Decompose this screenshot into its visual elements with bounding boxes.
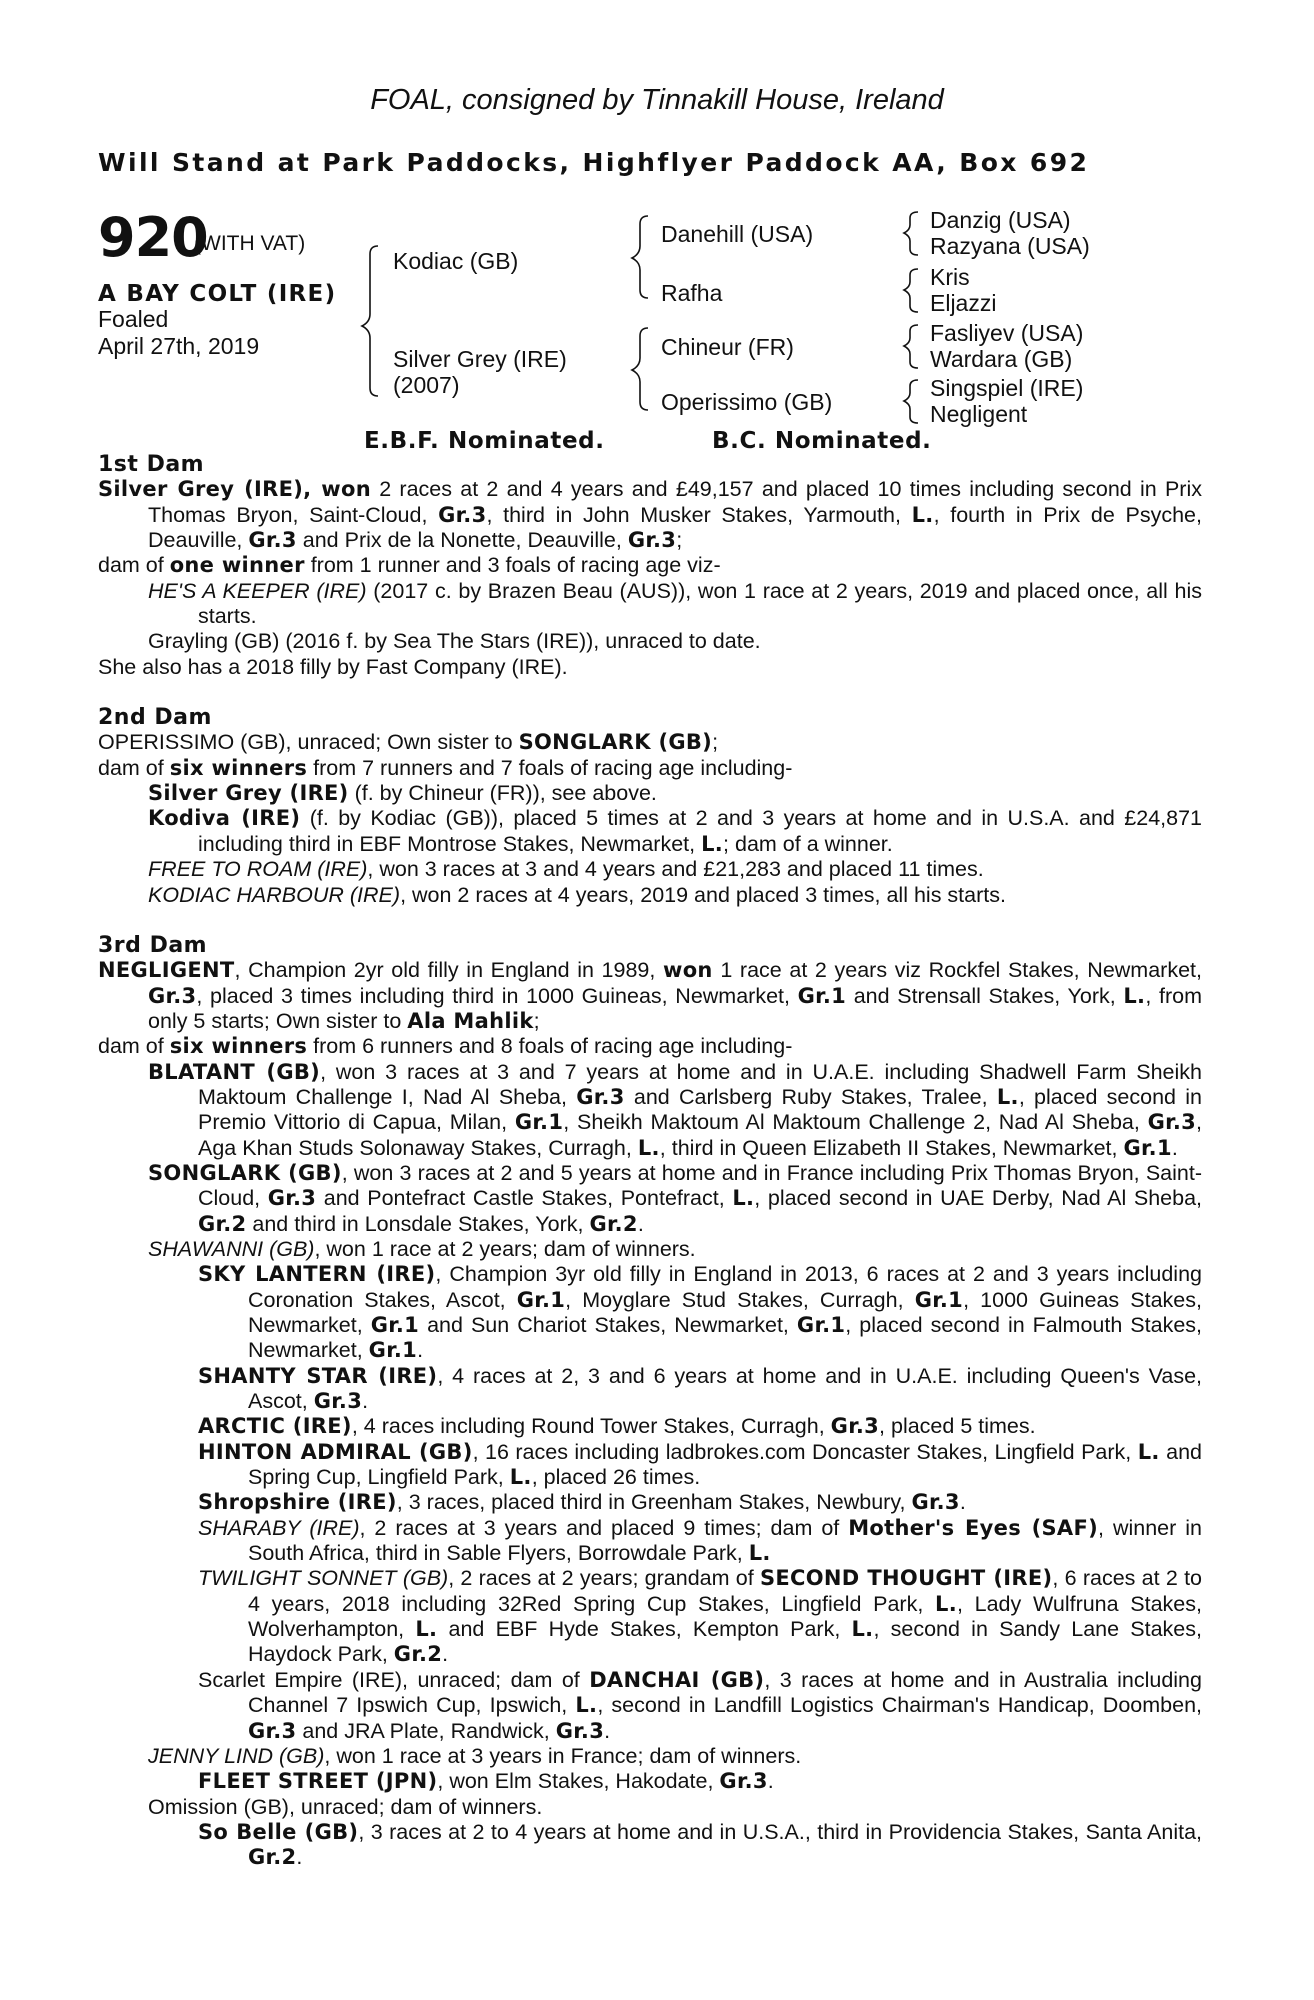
third-dam-record: NEGLIGENT, Champion 2yr old filly in England in 1989, won 1 race at 2 years viz Rockfel Stakes, Newmarket, Gr.3, placed 3 times including third in 1000 Guineas, Newmarket, Gr.1 and Strensall Stakes, York, L., from only 5 starts; Own sister to Ala Mahlik; xyxy=(98,958,1202,1033)
grandproduce-entry: So Belle (GB), 3 races at 2 to 4 years at home and in U.S.A., third in Providencia Stakes, Santa Anita, Gr.2. xyxy=(198,1819,1202,1870)
produce-entry: BLATANT (GB), won 3 races at 3 and 7 years at home and in U.A.E. including Shadwell Farm Sheikh Maktoum Challenge I, Nad Al Sheba, Gr.3 and Carlsberg Ruby Stakes, Tralee, L., placed second in Premio Vittorio di Capua, Milan, Gr.1, Sheikh Maktoum Al Maktoum Challenge 2, Nad Al Sheba, Gr.3, Aga Khan Studs Solonaway Stakes, Curragh, L., third in Queen Elizabeth II Stakes, Newmarket, Gr.1. xyxy=(148,1059,1202,1160)
third-dam-produce-summary: dam of six winners from 6 runners and 8 foals of racing age including- xyxy=(98,1034,793,1059)
produce-entry: Omission (GB), unraced; dam of winners. xyxy=(148,1794,543,1819)
dam-race-record: Silver Grey (IRE), won 2 races at 2 and 4 years and £49,157 and placed 10 times including second in Prix Thomas Bryon, Saint-Cloud, Gr.3, third in John Musker Stakes, Yarmouth, L., fourth in Prix de Psyche, Deauville, Gr.3 and Prix de la Nonette, Deauville, Gr.3; xyxy=(98,477,1202,553)
bracket-dam-dam xyxy=(904,380,918,423)
grandproduce-entry: TWILIGHT SONNET (GB), 2 races at 2 years; grandam of SECOND THOUGHT (IRE), 6 races at 2 to 4 years, 2018 including 32Red Spring Cup Stakes, Lingfield Park, L., Lady Wulfruna Stakes, Wolverhampton, L. and EBF Hyde Stakes, Kempton Park, L., second in Sandy Lane Stakes, Haydock Park, Gr.2. xyxy=(198,1566,1202,1667)
second-dam-record: OPERISSIMO (GB), unraced; Own sister to SONGLARK (GB); xyxy=(98,730,719,755)
second-dam-produce-summary: dam of six winners from 7 runners and 7 foals of racing age including- xyxy=(98,755,793,780)
dam-dam-sire: Singspiel (IRE) xyxy=(930,375,1084,401)
section-heading-3rd-dam: 3rd Dam xyxy=(98,932,208,958)
pedigree-brackets xyxy=(0,0,1314,460)
produce-entry: Silver Grey (IRE) (f. by Chineur (FR)), see above. xyxy=(148,781,657,806)
grandproduce-entry: FLEET STREET (JPN), won Elm Stakes, Hakodate, Gr.3. xyxy=(198,1769,774,1794)
consignment-line: FOAL, consigned by Tinnakill House, Ireland xyxy=(370,84,944,116)
dam-dam: Operissimo (GB) xyxy=(661,389,833,415)
ebf-nomination: E.B.F. Nominated. xyxy=(364,428,605,454)
produce-entry: Kodiva (IRE) (f. by Kodiac (GB)), placed 5 times at 2 and 3 years at home and in U.S.A. and £24,871 including third in EBF Montrose Stakes, Newmarket, L.; dam of a winner. xyxy=(148,806,1202,856)
sire-sire-sire: Danzig (USA) xyxy=(930,207,1071,233)
lot-number: 920 xyxy=(98,206,208,269)
vat-note: (WITH VAT) xyxy=(194,232,306,255)
stand-location: Will Stand at Park Paddocks, Highflyer Paddock AA, Box 692 xyxy=(98,148,1090,177)
sire: Kodiac (GB) xyxy=(393,248,519,274)
dam-sire-dam: Wardara (GB) xyxy=(930,346,1073,372)
bracket-sire-sire xyxy=(904,212,918,255)
grandproduce-entry: Scarlet Empire (IRE), unraced; dam of DANCHAI (GB), 3 races at home and in Australia including Channel 7 Ipswich Cup, Ipswich, L., second in Landfill Logistics Chairman's Handicap, Doomben, Gr.3 and JRA Plate, Randwick, Gr.3. xyxy=(198,1667,1202,1743)
produce-entry: Grayling (GB) (2016 f. by Sea The Stars (IRE)), unraced to date. xyxy=(148,629,761,654)
dam: Silver Grey (IRE) xyxy=(393,346,567,372)
section-heading-2nd-dam: 2nd Dam xyxy=(98,705,212,731)
dam-sire-sire: Fasliyev (USA) xyxy=(930,320,1084,346)
grandproduce-entry: SHANTY STAR (IRE), 4 races at 2, 3 and 6 years at home and in U.A.E. including Queen's Vase, Ascot, Gr.3. xyxy=(198,1363,1203,1414)
foaled-date: April 27th, 2019 xyxy=(98,333,260,359)
produce-record xyxy=(98,452,1202,1871)
produce-entry: HE'S A KEEPER (IRE) (2017 c. by Brazen Beau (AUS)), won 1 race at 2 years, 2019 and placed once, all his starts. xyxy=(148,578,1202,629)
dam-produce-summary: dam of one winner from 1 runner and 3 foals of racing age viz- xyxy=(98,553,721,578)
dam-sire: Chineur (FR) xyxy=(661,334,794,360)
grandproduce-entry: SKY LANTERN (IRE), Champion 3yr old filly in England in 2013, 6 races at 2 and 3 years including Coronation Stakes, Ascot, Gr.1, Moyglare Stud Stakes, Curragh, Gr.1, 1000 Guineas Stakes, Newmarket, Gr.1 and Sun Chariot Stakes, Newmarket, Gr.1, placed second in Falmouth Stakes, Newmarket, Gr.1. xyxy=(198,1262,1202,1363)
sire-sire: Danehill (USA) xyxy=(661,221,814,247)
section-heading-1st-dam: 1st Dam xyxy=(98,452,205,477)
grandproduce-entry: Shropshire (IRE), 3 races, placed third in Greenham Stakes, Newbury, Gr.3. xyxy=(198,1490,966,1515)
sire-dam-dam: Eljazzi xyxy=(930,290,997,316)
bracket-sire xyxy=(632,216,648,298)
lot-title: A BAY COLT (IRE) xyxy=(98,281,337,307)
produce-note: She also has a 2018 filly by Fast Company (IRE). xyxy=(98,654,568,679)
grandproduce-entry: SHARABY (IRE), 2 races at 3 years and placed 9 times; dam of Mother's Eyes (SAF), winner in South Africa, third in Sable Flyers, Borrowdale Park, L. xyxy=(198,1515,1202,1566)
produce-entry: SHAWANNI (GB), won 1 race at 2 years; dam of winners. xyxy=(148,1236,696,1261)
bracket-sire-dam xyxy=(904,269,918,312)
bracket-first-gen xyxy=(362,246,378,396)
dam-foaling-year: (2007) xyxy=(393,372,460,398)
produce-entry: SONGLARK (GB), won 3 races at 2 and 5 years at home and in France including Prix Thomas Bryon, Saint-Cloud, Gr.3 and Pontefract Castle Stakes, Pontefract, L., placed second in UAE Derby, Nad Al Sheba, Gr.2 and third in Lonsdale Stakes, York, Gr.2. xyxy=(148,1160,1203,1236)
produce-entry: JENNY LIND (GB), won 1 race at 3 years in France; dam of winners. xyxy=(148,1743,802,1768)
produce-entry: FREE TO ROAM (IRE), won 3 races at 3 and 4 years and £21,283 and placed 11 times. xyxy=(148,857,984,882)
foaled-label: Foaled xyxy=(98,306,169,332)
bracket-dam xyxy=(632,328,648,410)
sire-dam-sire: Kris xyxy=(930,264,970,290)
produce-entry: KODIAC HARBOUR (IRE), won 2 races at 4 years, 2019 and placed 3 times, all his starts. xyxy=(148,882,1006,907)
dam-dam-dam: Negligent xyxy=(930,401,1028,427)
bracket-dam-sire xyxy=(904,325,918,368)
grandproduce-entry: HINTON ADMIRAL (GB), 16 races including ladbrokes.com Doncaster Stakes, Lingfield Park, L. and Spring Cup, Lingfield Park, L., placed 26 times. xyxy=(198,1439,1202,1490)
sire-sire-dam: Razyana (USA) xyxy=(930,233,1090,259)
grandproduce-entry: ARCTIC (IRE), 4 races including Round Tower Stakes, Curragh, Gr.3, placed 5 times. xyxy=(198,1414,1036,1439)
bc-nomination: B.C. Nominated. xyxy=(712,428,932,454)
sire-dam: Rafha xyxy=(661,280,723,306)
